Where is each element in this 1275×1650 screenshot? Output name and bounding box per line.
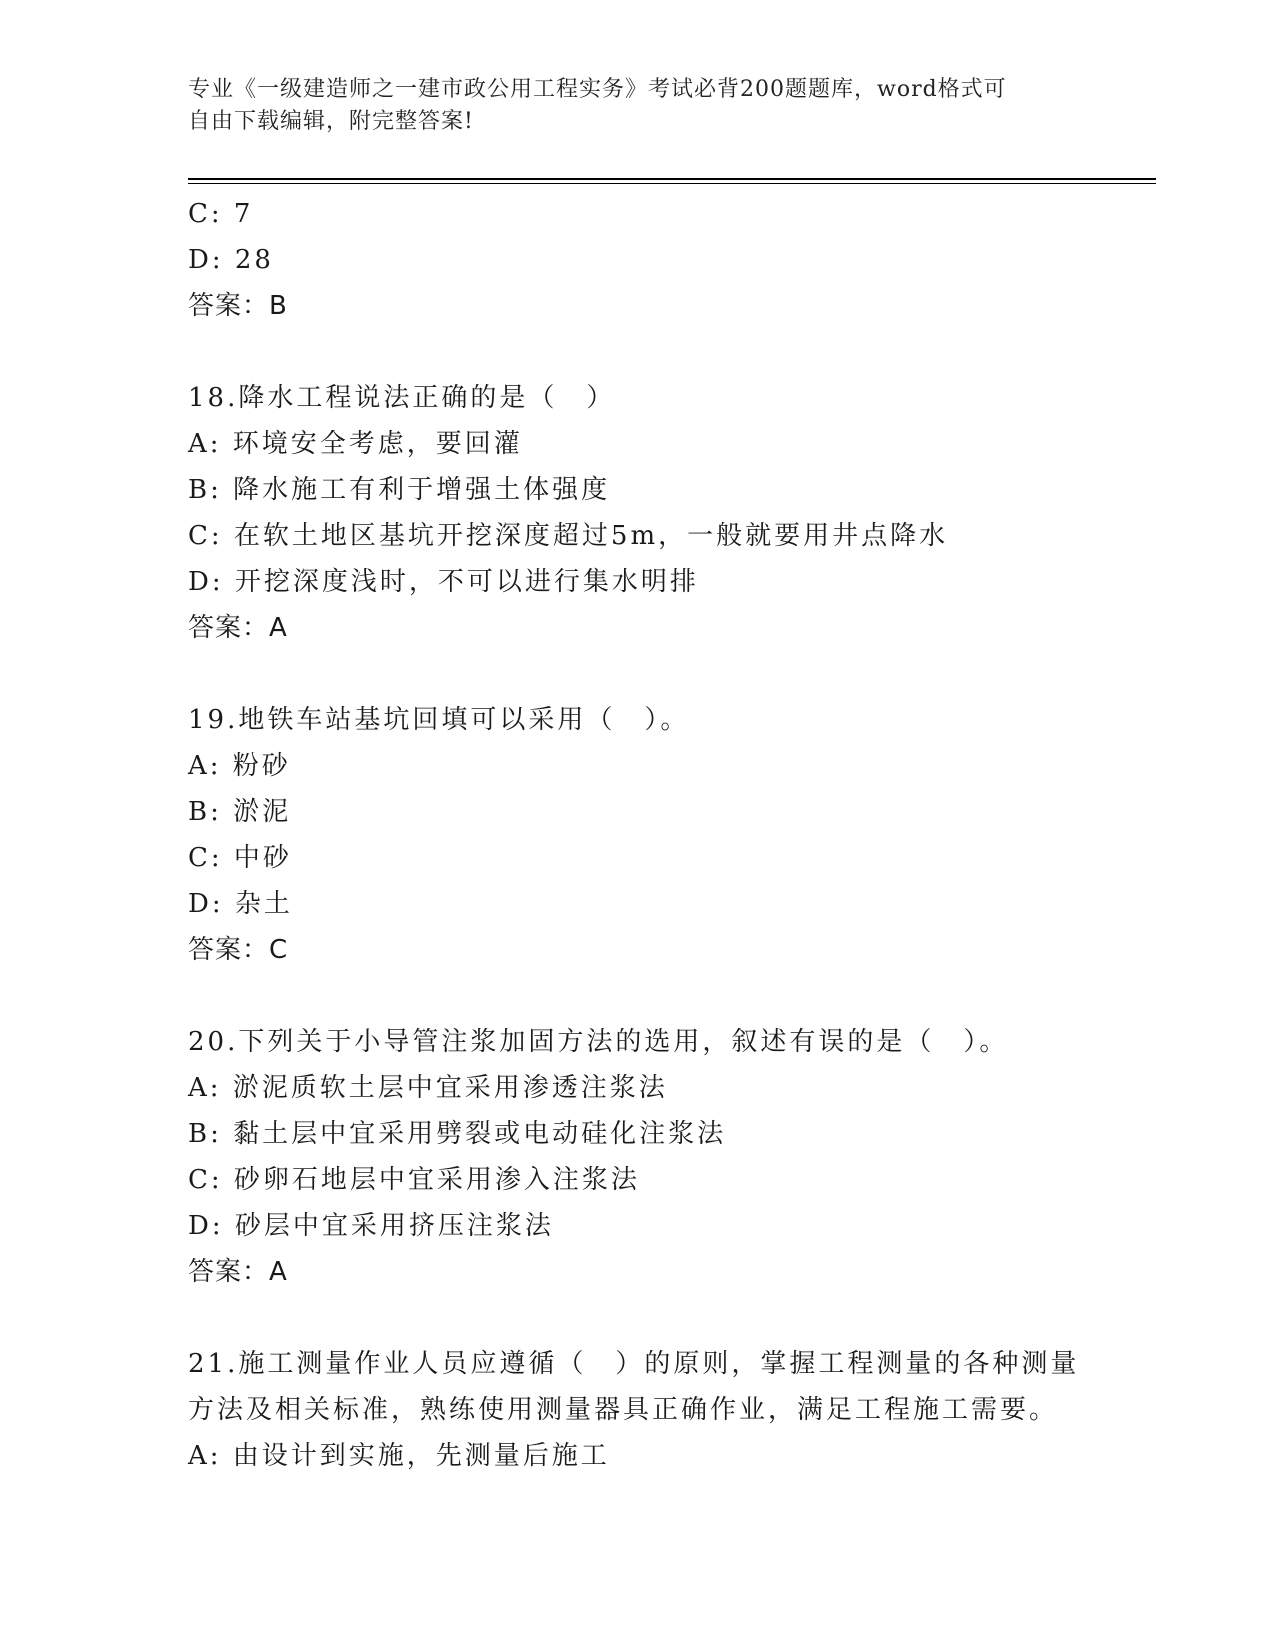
- spacer: [188, 329, 1088, 375]
- option-c: C: 中砂: [188, 843, 292, 873]
- option-d: D: 杂土: [188, 889, 293, 919]
- spacer: [188, 651, 1088, 697]
- answer-label: 答案：C: [188, 935, 289, 965]
- document-header: [188, 74, 1068, 138]
- question-19: [188, 697, 1088, 973]
- answer-label: 答案：B: [188, 291, 288, 321]
- header-line-1: 专业《一级建造师之一建市政公用工程实务》考试必背200题题库，word格式可: [188, 77, 1007, 102]
- spacer: [188, 1295, 1088, 1341]
- option-d: D: 开挖深度浅时，不可以进行集水明排: [188, 567, 699, 597]
- question-stem: 19.地铁车站基坑回填可以采用（ ）。: [188, 705, 690, 735]
- question-list: [188, 191, 1088, 1479]
- spacer: [188, 973, 1088, 1019]
- question-18: [188, 375, 1088, 651]
- question-stem-line-1: 21.施工测量作业人员应遵循（ ）的原则，掌握工程测量的各种测量: [188, 1349, 1080, 1379]
- option-b: B: 淤泥: [188, 797, 292, 827]
- option-a: A: 环境安全考虑，要回灌: [188, 429, 523, 459]
- answer-label: 答案：A: [188, 1257, 288, 1287]
- option-a: A: 粉砂: [188, 751, 291, 781]
- option-c: C: 砂卵石地层中宜采用渗入注浆法: [188, 1165, 640, 1195]
- question-stem-line-2: 方法及相关标准，熟练使用测量器具正确作业，满足工程施工需要。: [188, 1395, 1059, 1425]
- header-divider-thin: [188, 183, 1156, 184]
- question-stem: 20.下列关于小导管注浆加固方法的选用，叙述有误的是（ ）。: [188, 1027, 1009, 1057]
- question-stem: 18.降水工程说法正确的是（ ）: [188, 383, 616, 413]
- option-b: B: 降水施工有利于增强土体强度: [188, 475, 611, 505]
- header-divider-thick: [188, 178, 1156, 180]
- option-c: C: 7: [188, 199, 254, 229]
- header-line-2: 自由下载编辑，附完整答案!: [188, 109, 474, 134]
- option-c: C: 在软土地区基坑开挖深度超过5m，一般就要用井点降水: [188, 521, 949, 551]
- answer-label: 答案：A: [188, 613, 288, 643]
- question-17-tail: [188, 191, 1088, 329]
- option-b: B: 黏土层中宜采用劈裂或电动硅化注浆法: [188, 1119, 727, 1149]
- question-21: [188, 1341, 1088, 1479]
- option-a: A: 由设计到实施，先测量后施工: [188, 1441, 610, 1471]
- option-d: D: 砂层中宜采用挤压注浆法: [188, 1211, 554, 1241]
- option-d: D: 28: [188, 245, 274, 275]
- option-a: A: 淤泥质软土层中宜采用渗透注浆法: [188, 1073, 668, 1103]
- question-20: [188, 1019, 1088, 1295]
